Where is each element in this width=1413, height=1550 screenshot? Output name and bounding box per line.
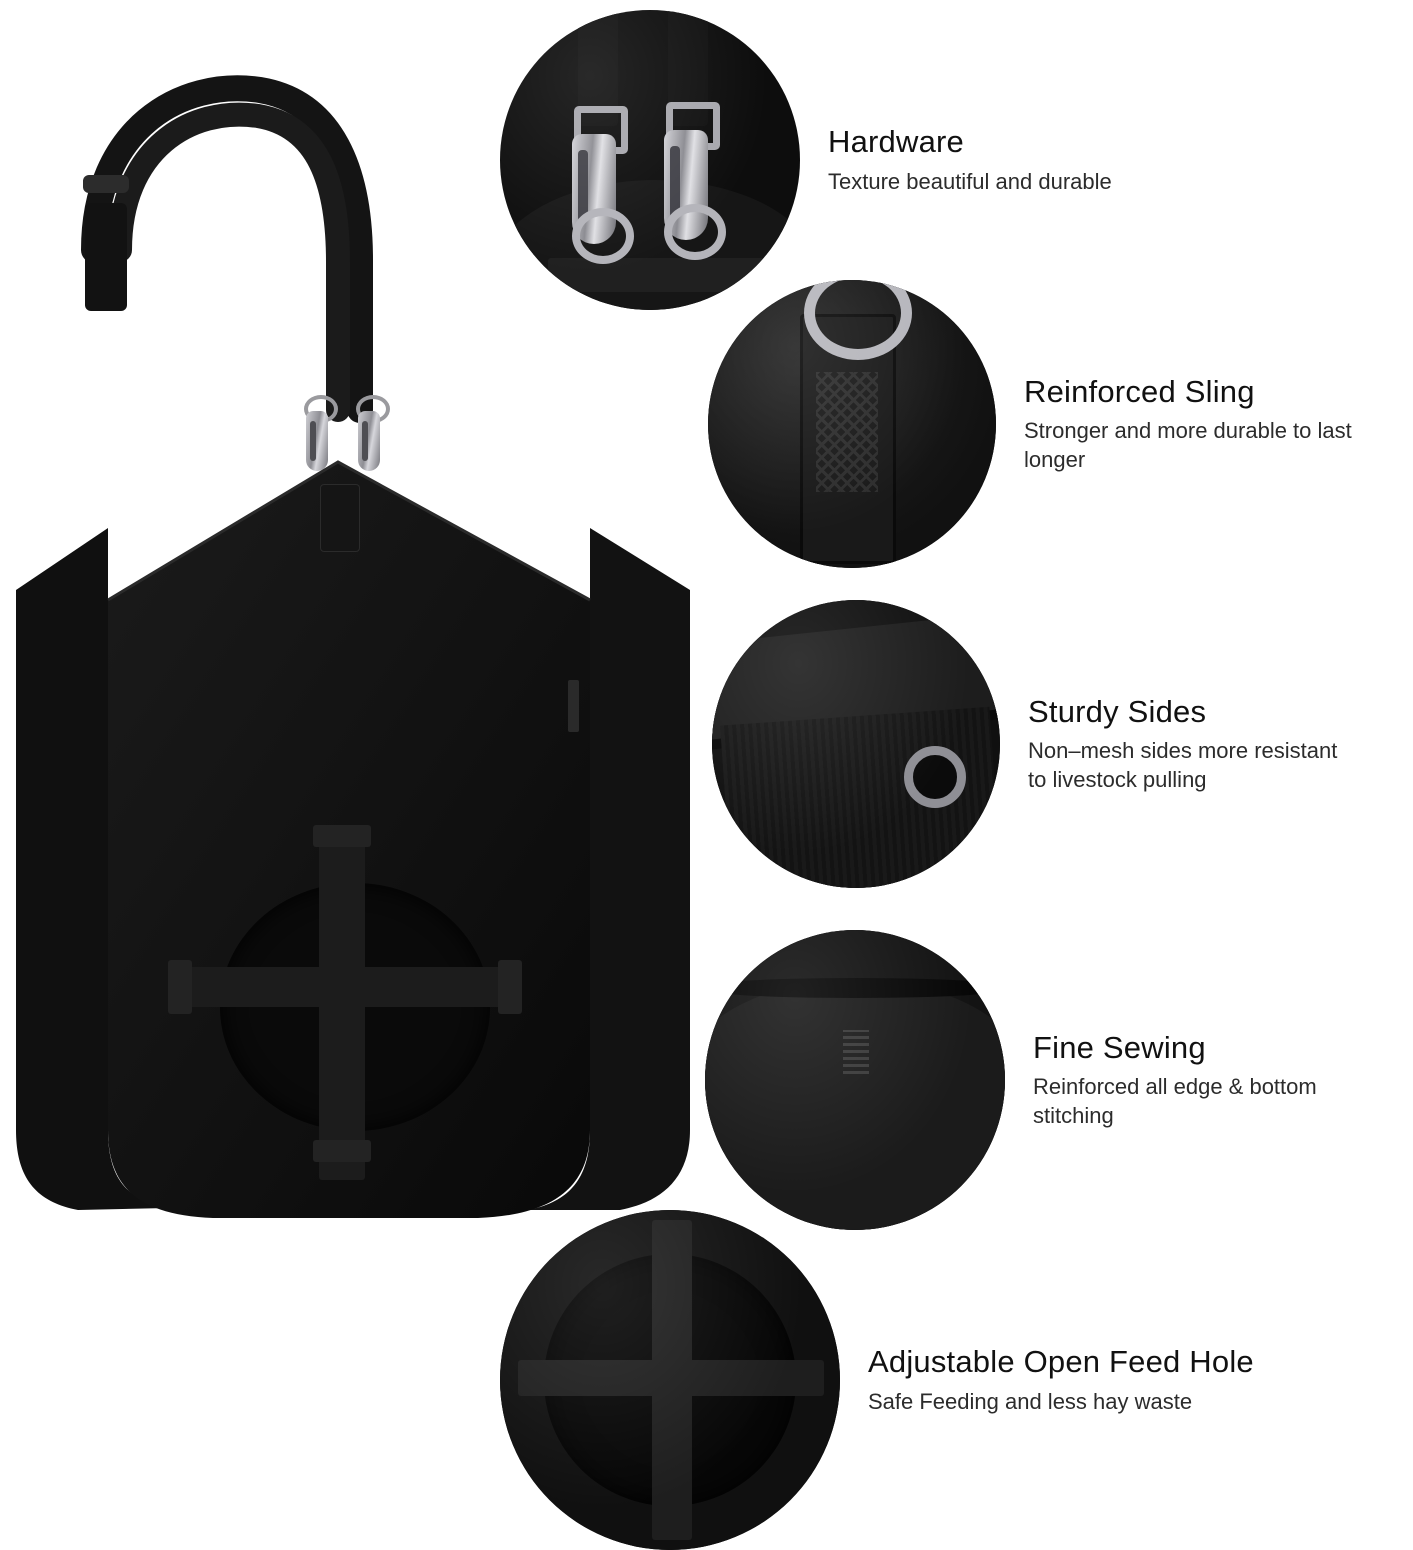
feature-sewing <box>705 930 1363 1230</box>
metal-snap-clip-icon <box>566 106 622 256</box>
feature-hardware <box>500 10 1112 310</box>
feature-sling-desc: Stronger and more durable to last longer <box>1024 418 1352 472</box>
webbing-cap-top <box>313 825 371 847</box>
feature-sewing-title: Fine Sewing <box>1033 1029 1206 1065</box>
feed-hole-vertical-webbing <box>319 840 365 1180</box>
sewing-photo-bubble <box>705 930 1005 1230</box>
feature-feed-hole <box>500 1210 1254 1550</box>
feature-feed-title: Adjustable Open Feed Hole <box>868 1343 1254 1379</box>
feature-hardware-desc: Texture beautiful and durable <box>828 168 1112 194</box>
strap-adjuster <box>85 75 350 405</box>
feature-sewing-desc: Reinforced all edge & bottom stitching <box>1033 1074 1317 1128</box>
bartack-stitch-icon <box>843 1030 869 1074</box>
feature-callouts <box>490 0 1413 1500</box>
feed-hole-horizontal-webbing-icon <box>518 1360 824 1396</box>
feature-sling-title: Reinforced Sling <box>1024 373 1255 409</box>
feature-sides-desc: Non–mesh sides more resistant to livestock pulling <box>1028 738 1338 792</box>
sling-photo-bubble <box>708 280 996 568</box>
sides-photo-bubble <box>712 600 1000 888</box>
grommet-icon <box>904 746 966 808</box>
feature-sides <box>712 600 1358 888</box>
metal-snap-clip-icon-2 <box>658 102 714 252</box>
hardware-photo-bubble <box>500 10 800 310</box>
feature-feed-desc: Safe Feeding and less hay waste <box>868 1388 1193 1414</box>
feature-sling <box>708 280 1354 568</box>
webbing-cap-left <box>168 960 192 1014</box>
feed-hole-horizontal-webbing <box>180 967 510 1007</box>
feature-hardware-title: Hardware <box>828 123 964 159</box>
top-hanging-tab <box>320 484 360 552</box>
feature-sides-title: Sturdy Sides <box>1028 693 1207 729</box>
webbing-cap-bottom <box>313 1140 371 1162</box>
feed-hole-photo-bubble <box>500 1210 840 1550</box>
